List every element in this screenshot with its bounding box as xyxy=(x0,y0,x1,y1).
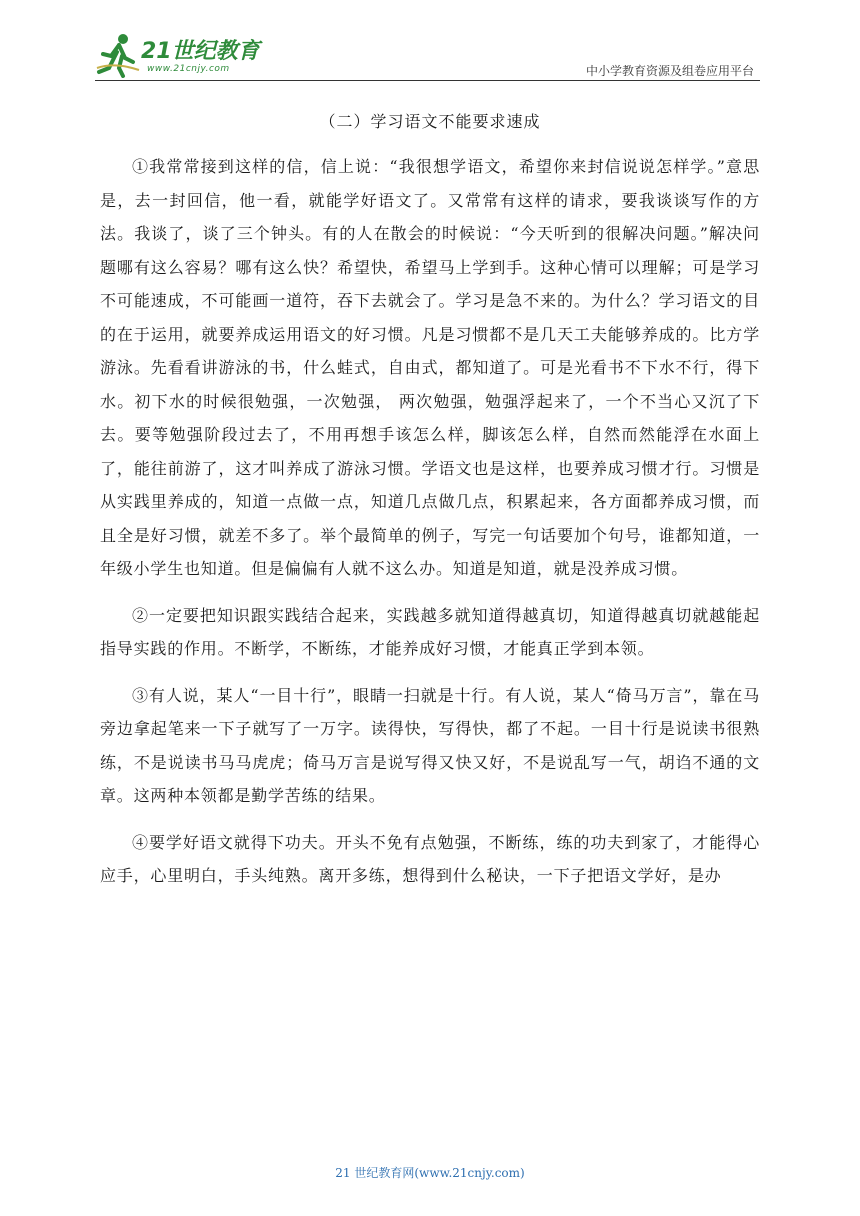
paragraph-1: ①我常常接到这样的信，信上说：“我很想学语文，希望你来封信说说怎样学。”意思是，去一封回信，他一看，就能学好语文了。又常常有这样的请求，要我谈谈写作的方法。我谈了，谈了三个钟头。有的人在散会的时候说：“今天听到的很解决问题。”解决问题哪有这么容易？哪有这么快？希望快，希望马上学到手。这种心情可以理解；可是学习不可能速成，不可能画一道符，吞下去就会了。学习是急不来的。为什么？学习语文的目的在于运用，就要养成运用语文的好习惯。凡是习惯都不是几天工夫能够养成的。比方学游泳。先看看讲游泳的书，什么蛙式，自由式，都知道了。可是光看书不下水不行，得下水。初下水的时候很勉强，一次勉强， 两次勉强，勉强浮起来了，一个不当心又沉了下去。要等勉强阶段过去了，不用再想手该怎么样，脚该怎么样，自然而然能浮在水面上了，能往前游了，这才叫养成了游泳习惯。学语文也是这样，也要养成习惯才行。习惯是从实践里养成的，知道一点做一点，知道几点做几点，积累起来，各方面都养成习惯，而且全是好习惯，就差不多了。举个最简单的例子，写完一句话要加个句号，谁都知道，一年级小学生也知道。但是偏偏有人就不这么办。知道是知道，就是没养成习惯。 xyxy=(100,157,760,578)
logo xyxy=(95,32,265,78)
section-title: （二）学习语文不能要求速成 xyxy=(319,112,541,131)
platform-name: 中小学教育资源及组卷应用平台 xyxy=(585,64,754,78)
runner-logo-icon xyxy=(95,32,141,78)
page-footer: 21 世纪教育网(www.21cnjy.com) xyxy=(335,1166,525,1180)
logo-text: 21世纪教育 xyxy=(141,39,260,64)
article-body xyxy=(100,150,760,893)
logo-url: www.21cnjy.com xyxy=(147,64,230,74)
paragraph-4: ④要学好语文就得下功夫。开头不免有点勉强，不断练，练的功夫到家了，才能得心应手，心里明白，手头纯熟。离开多练，想得到什么秘诀，一下子把语文学好，是办 xyxy=(100,832,760,885)
paragraph-3: ③有人说，某人“一目十行”，眼睛一扫就是十行。有人说，某人“倚马万言”，靠在马旁边拿起笔来一下子就写了一万字。读得快，写得快，都了不起。一目十行是说读书很熟练，不是说读书马马虎虎；倚马万言是说写得又快又好，不是说乱写一气，胡诌不通的文章。这两种本领都是勤学苦练的结果。 xyxy=(100,685,760,805)
paragraph-2: ②一定要把知识跟实践结合起来，实践越多就知道得越真切，知道得越真切就越能起指导实践的作用。不断学，不断练，才能养成好习惯，才能真正学到本领。 xyxy=(100,605,760,658)
page-header xyxy=(95,28,760,81)
